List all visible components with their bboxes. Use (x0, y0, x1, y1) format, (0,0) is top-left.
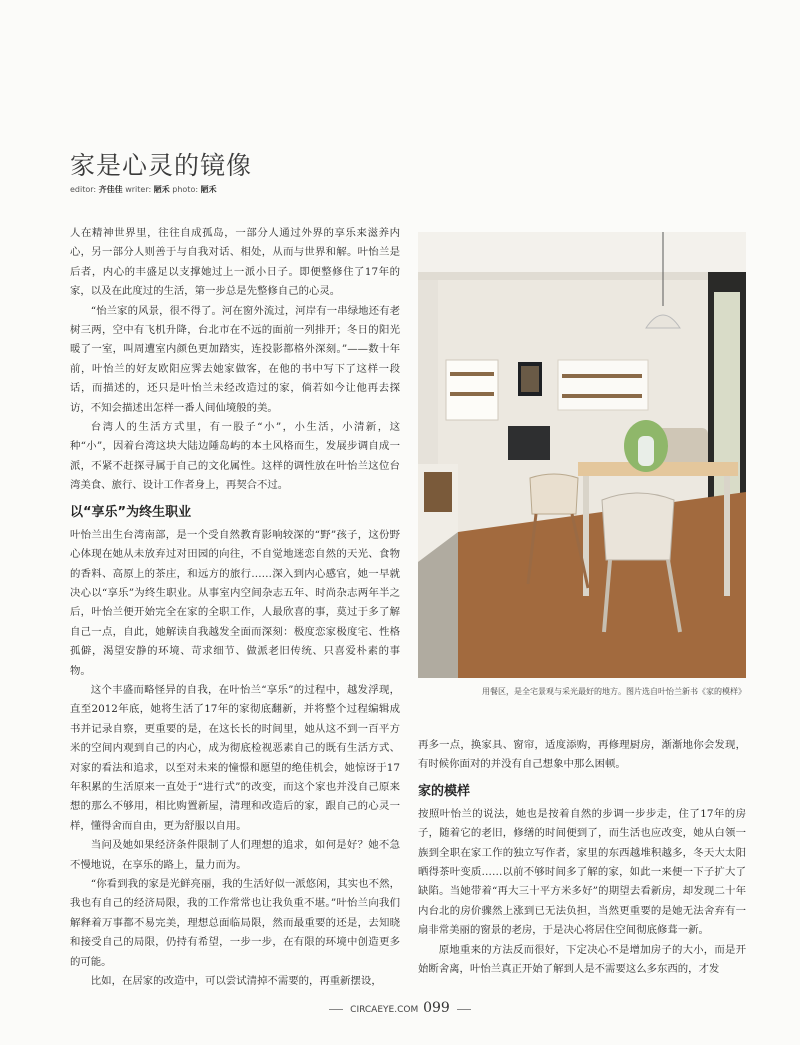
writer-label: writer: (125, 185, 152, 194)
body-paragraph: 台湾人的生活方式里，有一股子“小”，小生活，小清新，这种“小”，因着台湾这块大陆边陲岛屿的本土风格而生，发展步调自成一派，不紧不赶探寻属于自己的文化属性。这样的调性放在叶怡兰这位台湾美食、旅行、设计工作者身上，再契合不过。 (70, 421, 400, 492)
editor-name: 齐佳佳 (98, 185, 123, 194)
right-column (418, 736, 746, 979)
footer-rule (329, 1009, 343, 1010)
editor-label: editor: (70, 185, 97, 194)
photo-name: 陋禾 (200, 185, 217, 194)
dining-room-illustration (418, 232, 746, 678)
body-paragraph: “你看到我的家是光鲜亮丽，我的生活好似一派悠闲，其实也不然，我也有自己的经济局限，我的工作常常也让我负重不堪。”叶怡兰向我们解释着万事都不易完美，理想总面临局限，然而最重要的还是，去知晓和接受自己的局限，仍持有希望，一步一步，在有限的环境中创造更多的可能。 (70, 878, 400, 968)
photo-caption: 用餐区，是全宅景观与采光最好的地方。图片选自叶怡兰新书《家的模样》 (482, 687, 746, 696)
body-paragraph: 当问及她如果经济条件限制了人们理想的追求，如何是好？她不急不慢地说，在享乐的路上，量力而为。 (70, 839, 400, 871)
body-paragraph: 叶怡兰出生台湾南部，是一个受自然教育影响较深的“野”孩子，这份野心体现在她从未放弃过对田园的向往，不自觉地迷恋自然的天光、食物的香料、高原上的茶庄，和远方的旅行……深入到内心感官，她一早就决心以“享乐”为终生职业。从事室内空间杂志五年、时尚杂志两年半之后，叶怡兰便开始完全在家的全职工作，人最欣喜的事，莫过于多了解自己一点，自此，她解读自我越发全面而深刻：极度恋家极度宅、性格孤僻，渴望安静的环境、苛求细节、做派老旧传统、只喜爱朴素的事物。 (70, 528, 400, 677)
intro-paragraph: 人在精神世界里，往往自成孤岛，一部分人通过外界的享乐来滋养内心，另一部分人则善于与自我对话、相处，从而与世界和解。叶怡兰是后者，内心的丰盛足以支撑她过上一派小日子。即便整修住了17年的家，以及在此度过的生活，第一步总是先整修自己的心灵。 (70, 227, 400, 298)
body-paragraph: 原地重来的方法反而很好，下定决心不是增加房子的大小，而是开始断舍离，叶怡兰真正开始了解到人是不需要这么多东西的，才发 (418, 943, 746, 976)
page-number: 099 (423, 1000, 450, 1016)
body-paragraph: 按照叶怡兰的说法，她也是按着自然的步调一步步走，住了17年的房子，随着它的老旧，修缮的时间便到了，而生活也应改变，她从白领一族到全职在家工作的独立写作者，家里的东西越堆积越多，冬天大太阳晒得茶叶变质……以前不够时间多了解的家，如此一来便一下子扩大了缺陷。当她带着“再大三十平方米多好”的期望去看新房，却发现二十年内台北的房价骤然上涨到已无法负担，当然更重要的是她无法舍弃有一扇非常美丽的窗景的老房，于是决心将居住空间彻底修葺一新。 (418, 807, 746, 937)
body-paragraph: 再多一点，换家具、窗帘，适度添购，再修理厨房，渐渐地你会发现，有时候你面对的并没有自己想象中那么困顿。 (418, 739, 746, 771)
article-title: 家是心灵的镜像 (70, 151, 253, 180)
page-footer (0, 1000, 800, 1016)
photo-label: photo: (172, 185, 199, 194)
left-column (70, 224, 400, 991)
writer-name: 陋禾 (153, 185, 170, 194)
body-paragraph: 比如，在居家的改造中，可以尝试清掉不需要的，再重新摆设， (90, 975, 382, 988)
body-paragraph: “怡兰家的风景，很不得了。河在窗外流过，河岸有一串绿地还有老树三两，空中有飞机升降，台北市在不远的面前一列排开；冬日的阳光暖了一室，叫周遭室内颜色更加踏实，连投影都格外深刻。”——数十年前，叶怡兰的好友欧阳应霁去她家做客，在他的书中写下了这样一段话，而描述的，还只是叶怡兰未经改造过的家，倘若如今让他再去探访，不知会描述出怎样一番人间仙境般的美。 (70, 304, 400, 414)
footer-site: CIRCAEYE.COM (350, 1005, 419, 1015)
body-paragraph: 这个丰盛而略怪异的自我，在叶怡兰“享乐”的过程中，越发浮现，直至2012年底，她将生活了17年的家彻底翻新，并将整个过程编辑成书并记录自察，更重要的是，在这长长的时间里，她从这不到一百平方米的空间内观到自己的内心，成为彻底检视恶素自己的既有生活方式、对家的看法和追求，以至对未来的憧憬和愿望的绝佳机会，她惊讶于17年积累的生活原来一直处于“进行式”的改变，而这个家也并没自己原来想的那么不够用，相比购置新屋，清理和改造后的家，跟自己的心灵一样，懂得舍而自由，更为舒服以自用。 (70, 683, 400, 832)
section-heading-home: 家的模样 (418, 783, 471, 799)
footer-rule (457, 1009, 471, 1010)
section-heading-enjoyment: 以“享乐”为终生职业 (70, 504, 192, 520)
credits-line (70, 184, 217, 195)
dining-room-photo (418, 232, 746, 678)
